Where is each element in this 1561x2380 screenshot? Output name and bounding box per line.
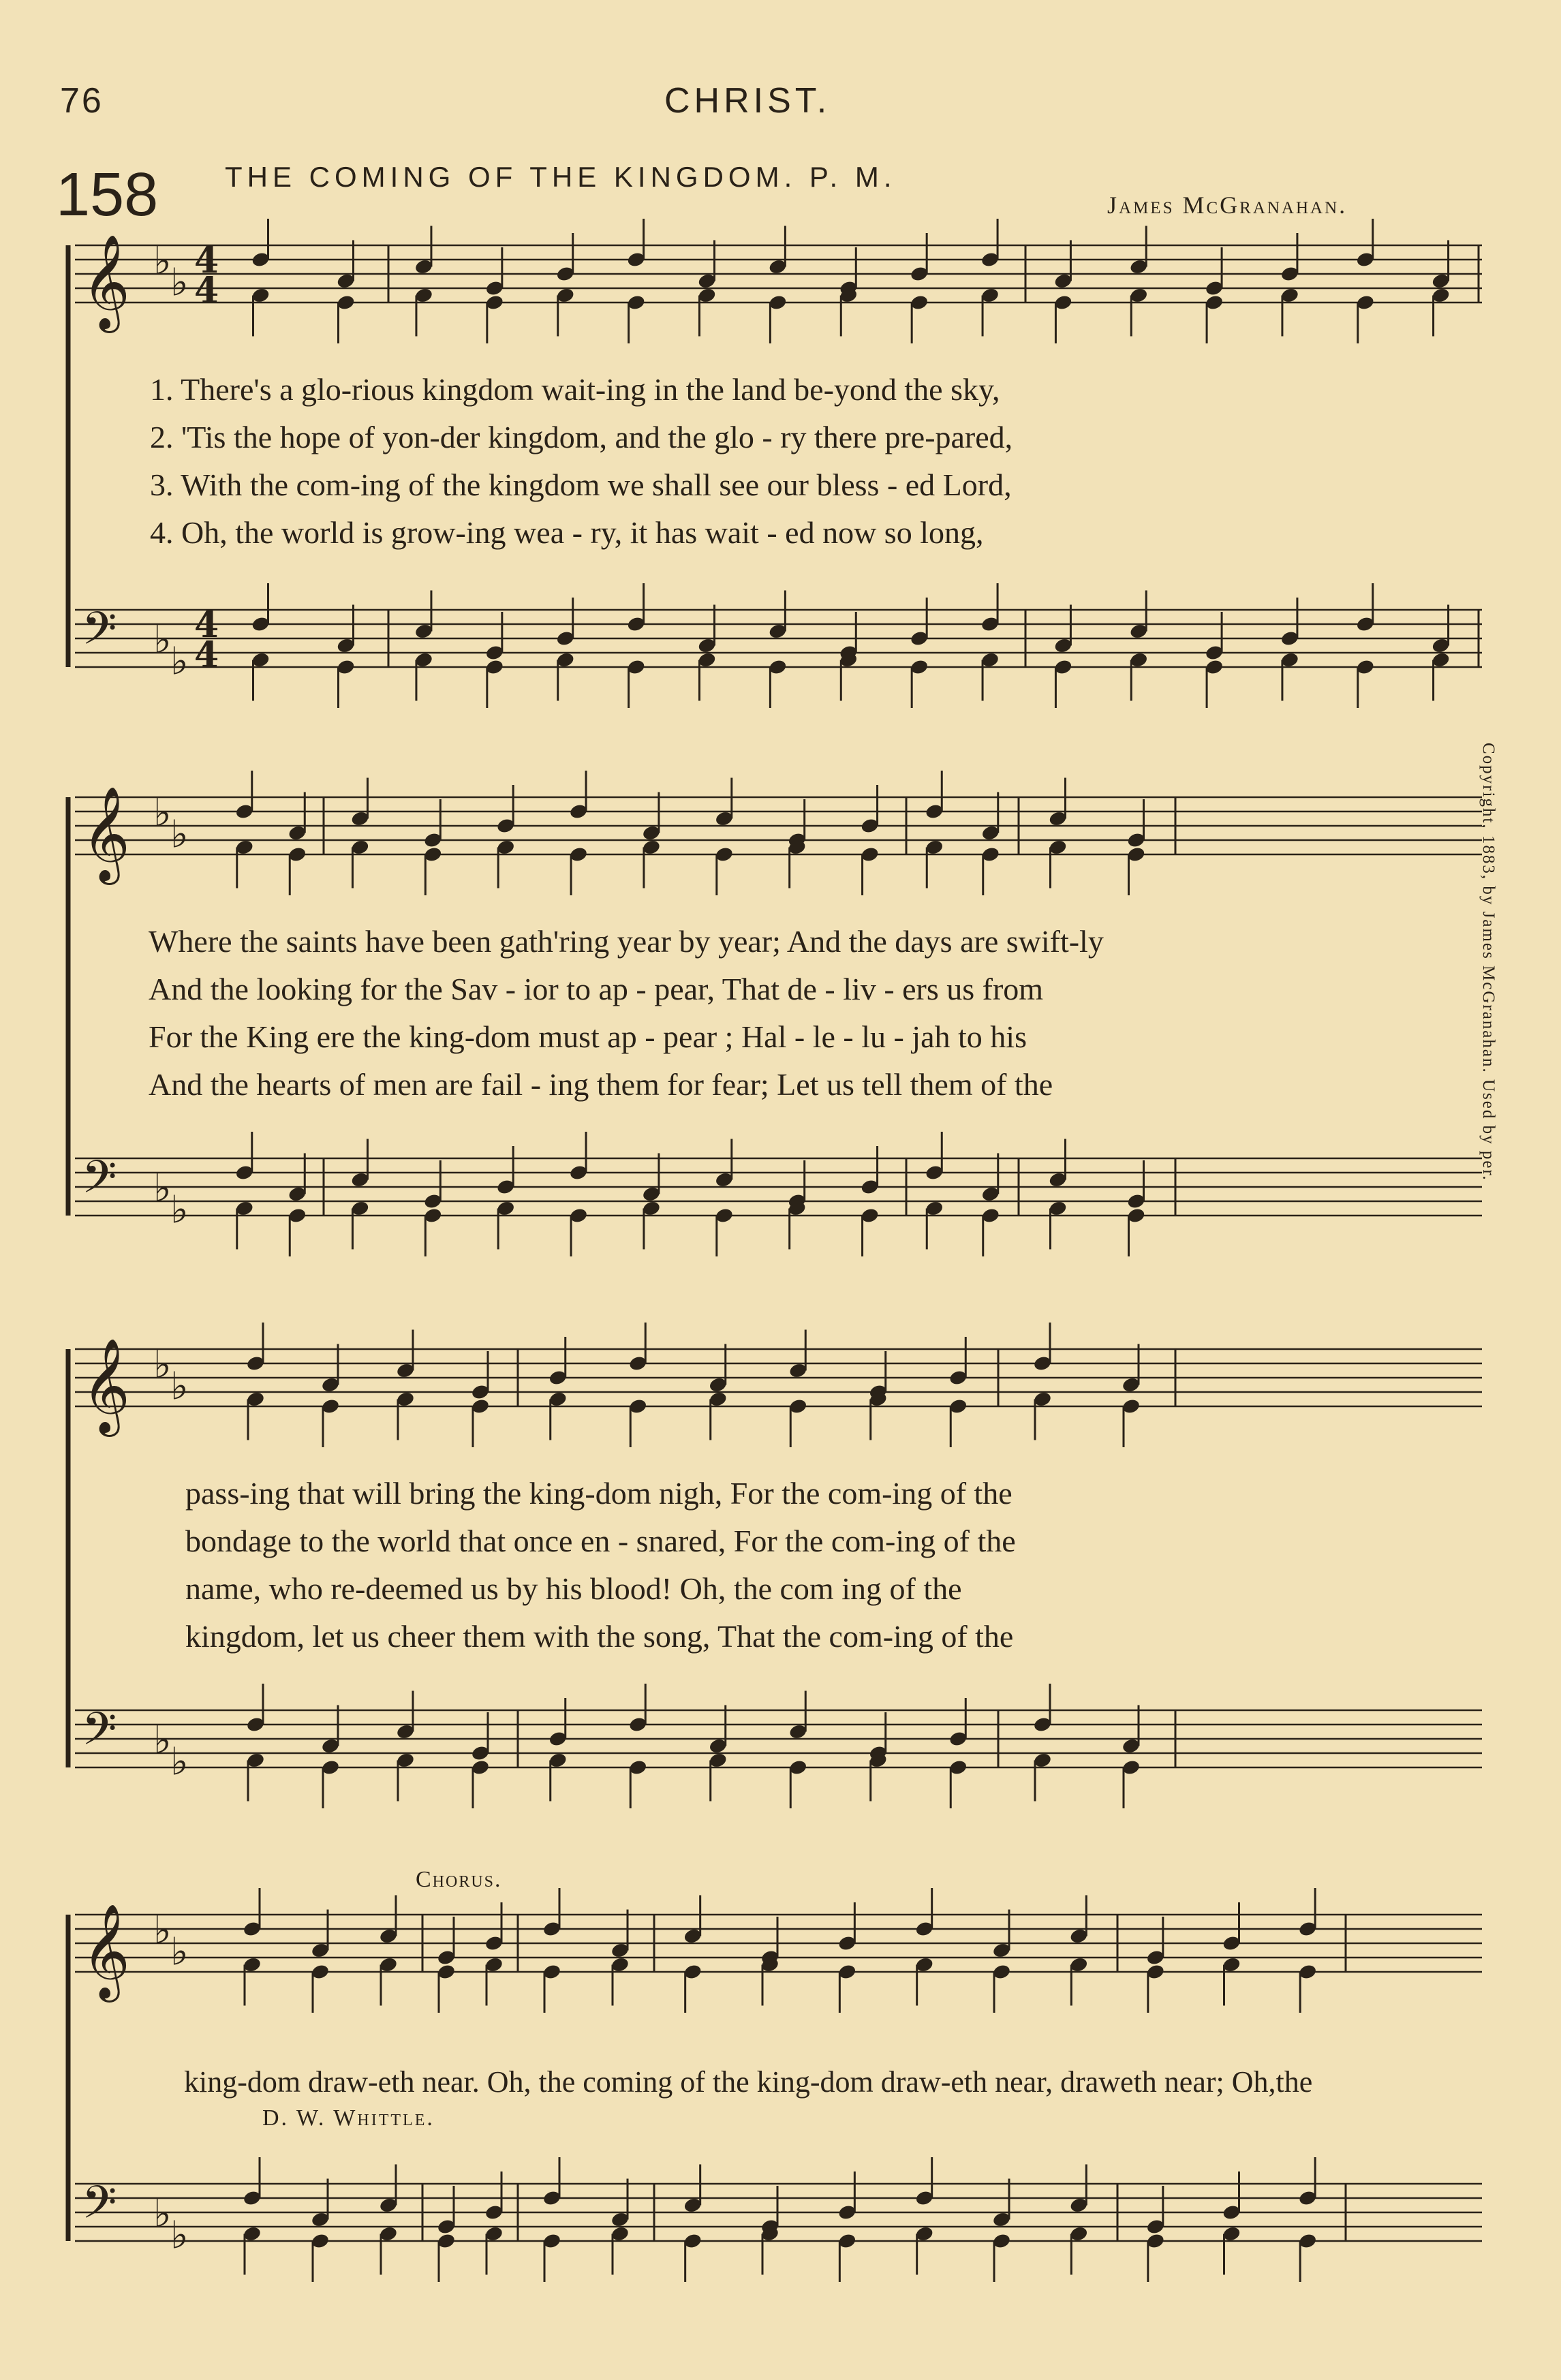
flat-icon: ♭ (170, 1740, 189, 1784)
time-signature-denominator: 4 (194, 270, 219, 311)
flat-icon: ♭ (170, 2213, 189, 2258)
running-header: CHRIST. (664, 81, 831, 121)
verse-line: And the hearts of men are fail - ing them for fear; Let us tell them of the (149, 1067, 1053, 1102)
flat-icon: ♭ (170, 639, 189, 684)
time-signature-denominator: 4 (194, 634, 219, 676)
verse-line: kingdom, let us cheer them with the song, That the com-ing of the (185, 1619, 1014, 1654)
bass-clef-icon: 𝄢 (82, 602, 117, 666)
flat-icon: ♭ (153, 1718, 172, 1763)
flat-icon: ♭ (153, 791, 172, 835)
flat-icon: ♭ (170, 1364, 189, 1409)
composer-credit: James McGranahan. (1107, 191, 1348, 219)
copyright-notice: Copyright, 1883, by James McGranahan. Used by per. (1479, 743, 1498, 1181)
flat-icon: ♭ (153, 239, 172, 283)
flat-icon: ♭ (153, 2192, 172, 2236)
bass-clef-icon: 𝄢 (82, 1151, 117, 1214)
verse-line: 2. 'Tis the hope of yon-der kingdom, and the glo - ry there pre-pared, (150, 420, 1013, 454)
verse-line: Where the saints have been gath'ring year by year; And the days are swift-ly (149, 924, 1104, 959)
verse-line: name, who re-deemed us by his blood! Oh, the com ing of the (185, 1571, 962, 1606)
time-signature-numerator: 4 (194, 240, 219, 281)
treble-clef-icon: 𝄞 (82, 1338, 130, 1433)
verse-line: pass-ing that will bring the king-dom nigh, For the com-ing of the (185, 1476, 1013, 1511)
hymn-title: THE COMING OF THE KINGDOM. P. M. (225, 161, 897, 193)
verse-line: 4. Oh, the world is grow-ing wea - ry, it has wait - ed now so long, (150, 515, 984, 550)
page-number: 76 (60, 81, 104, 121)
hymn-number: 158 (56, 161, 159, 229)
verse-line: And the looking for the Sav - ior to ap - pear, That de - liv - ers us from (149, 972, 1044, 1006)
flat-icon: ♭ (170, 1930, 189, 1975)
treble-clef-icon: 𝄞 (82, 234, 130, 329)
flat-icon: ♭ (170, 260, 189, 305)
flat-icon: ♭ (153, 618, 172, 662)
treble-clef-icon: 𝄞 (82, 786, 130, 881)
chorus-label: Chorus. (416, 1867, 502, 1892)
verse-line: 1. There's a glo-rious kingdom wait-ing in the land be-yond the sky, (150, 372, 1000, 407)
bass-clef-icon: 𝄢 (82, 2176, 117, 2240)
verse-line: bondage to the world that once en - snared, For the com-ing of the (185, 1524, 1016, 1558)
flat-icon: ♭ (153, 1343, 172, 1387)
verse-line: For the King ere the king-dom must ap - pear ; Hal - le - lu - jah to his (149, 1019, 1027, 1054)
flat-icon: ♭ (153, 1166, 172, 1211)
flat-icon: ♭ (153, 1908, 172, 1953)
lyricist-credit: D. W. Whittle. (262, 2105, 435, 2131)
treble-clef-icon: 𝄞 (82, 1904, 130, 1998)
flat-icon: ♭ (170, 1188, 189, 1233)
time-signature-numerator: 4 (194, 604, 219, 646)
flat-icon: ♭ (170, 812, 189, 857)
bass-clef-icon: 𝄢 (82, 1703, 117, 1766)
verse-line: 3. With the com-ing of the kingdom we shall see our bless - ed Lord, (150, 467, 1012, 502)
chorus-lyric: king-dom draw-eth near. Oh, the coming of the king-dom draw-eth near, draweth near; Oh,the (184, 2065, 1313, 2099)
